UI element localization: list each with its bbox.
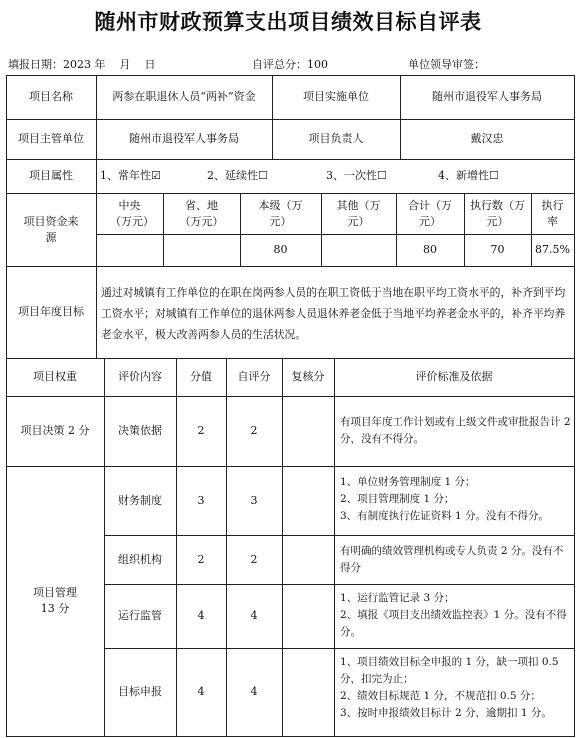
row-target-criteria: 1、项目绩效目标全申报的 1 分，缺一项扣 0.5 分，扣完为止； 2、绩效目标规范 1 分，不规范扣 0.5 分； 3、按时申报绩效目标计 2 分，逾期扣 1 分。	[340, 656, 559, 719]
project-name-label: 项目名称	[29, 90, 73, 103]
eval-header-weight: 项目权重	[33, 370, 77, 383]
row-monitor-score: 4	[197, 609, 205, 622]
row-org-review	[282, 535, 334, 584]
owner: 戴汉忠	[470, 132, 504, 145]
goal-text: 通过对城镇有工作单位的在职在岗两参人员的在职工资低于当地在职平均工资水平的，补齐到平均工资水平；对城镇有工作单位的退休两参人员退休养老金低于当地平均养老金水平的，补齐平均养老金水平，极大改善两参人员的生活状况。	[101, 286, 566, 341]
funds-header-provincial: 省、地（万元）	[179, 198, 224, 228]
fill-date-label: 填报日期：	[8, 58, 63, 71]
group-decision-label: 项目决策 2 分	[20, 424, 90, 437]
eval-header-review: 复核分	[291, 370, 325, 383]
row-basis-self: 2	[250, 424, 258, 437]
eval-header-score: 分值	[190, 370, 212, 383]
page-title: 随州市财政预算支出项目绩效目标自评表	[94, 10, 482, 34]
row-target-score: 4	[197, 685, 205, 698]
row-monitor-content: 运行监管	[118, 609, 162, 622]
row-basis-score: 2	[197, 424, 205, 437]
dept: 随州市退役军人事务局	[129, 132, 239, 145]
row-org-self: 2	[250, 552, 258, 566]
row-finance-criteria: 1、单位财务管理制度 1 分； 2、项目管理制度 1 分； 3、有制度执行佐证资料 1 分。没有不得分。	[340, 476, 550, 522]
funds-value-total: 80	[423, 243, 437, 256]
funds-value-other	[321, 234, 396, 266]
owner-label: 项目负责人	[308, 132, 364, 145]
funds-header-local: 本级（万元）	[258, 198, 303, 228]
row-org-content: 组织机构	[118, 552, 162, 566]
attr-new: 4、新增性☐	[438, 169, 499, 182]
row-basis-review	[282, 396, 334, 466]
group-management-label: 项目管理 13 分	[33, 586, 77, 615]
fill-date-value: 2023 年 月 日	[63, 58, 156, 71]
row-basis-criteria: 有项目年度工作计划或有上级文件或审批报告计 2 分，没有不得分。	[340, 416, 571, 445]
eval-header-criteria: 评价标准及依据	[415, 370, 493, 383]
project-name: 两参在职退休人员“两补”资金	[112, 90, 256, 103]
attr-onetime: 3、一次性☐	[326, 169, 387, 182]
dept-label: 项目主管单位	[18, 132, 84, 145]
row-target-review	[282, 648, 334, 736]
row-monitor-review	[282, 584, 334, 648]
row-target-self: 4	[250, 685, 258, 698]
total-score-label: 自评总分：	[252, 58, 307, 71]
goal-label: 项目年度目标	[18, 305, 84, 318]
funds-header-executed: 执行数（万元）	[470, 198, 525, 228]
row-org-criteria: 有明确的绩效管理机构或专人负责 2 分。没有不得分	[340, 545, 564, 574]
attr-label: 项目属性	[29, 169, 73, 182]
leader-approval-label: 单位领导审签：	[408, 58, 485, 71]
row-finance-score: 3	[197, 493, 205, 507]
eval-header-self: 自评分	[237, 370, 271, 383]
row-monitor-criteria: 1、运行监管记录 3 分； 2、填报《项目支出绩效监控表》1 分。没有不得分。	[340, 592, 567, 638]
funds-value-rate: 87.5%	[535, 243, 570, 256]
total-score-value: 100	[307, 58, 328, 71]
funds-value-provincial	[163, 234, 240, 266]
funds-header-other: 其他（万元）	[336, 198, 381, 228]
attr-recurring: 1、常年性☑	[100, 169, 161, 182]
eval-header-content: 评价内容	[118, 370, 162, 383]
row-monitor-self: 4	[250, 609, 258, 622]
funds-header-central: 中央（万元）	[110, 198, 154, 228]
impl-unit-label: 项目实施单位	[303, 90, 369, 103]
row-finance-content: 财务制度	[118, 493, 162, 507]
funds-value-executed: 70	[490, 243, 505, 256]
impl-unit: 随州市退役军人事务局	[432, 90, 542, 103]
row-finance-review	[282, 466, 334, 535]
funds-header-total: 合计（万元）	[408, 198, 452, 228]
attr-continuing: 2、延续性☐	[207, 169, 268, 182]
row-target-content: 目标申报	[118, 685, 162, 698]
funds-value-central	[96, 234, 163, 266]
funds-label: 项目资金来源	[23, 214, 79, 244]
row-finance-self: 3	[250, 493, 258, 507]
row-org-score: 2	[197, 552, 205, 566]
row-basis-content: 决策依据	[118, 424, 162, 437]
funds-value-local: 80	[273, 243, 288, 256]
funds-header-rate: 执行率	[541, 198, 564, 228]
